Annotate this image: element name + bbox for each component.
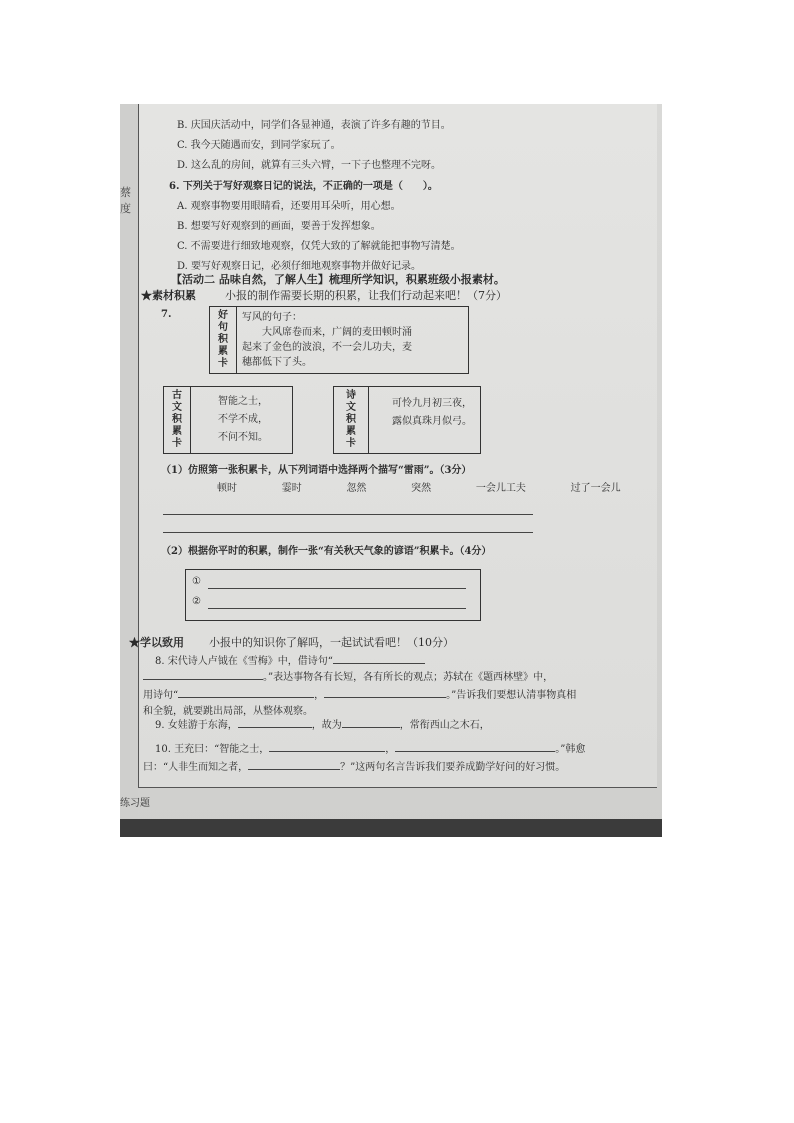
blank[interactable]: [324, 687, 446, 698]
apply-title: ★学以致用: [129, 636, 184, 649]
q10-line2: 曰：“人非生而知之者， ？”这两句名言告诉我们要养成勤学好问的好习惯。: [143, 758, 565, 773]
worksheet: [129, 104, 657, 788]
q8-line1: 8. 宋代诗人卢钺在《雪梅》中，借诗句“: [155, 652, 425, 667]
q6-option-a: A. 观察事物要用眼睛看，还要用耳朵听，用心想。: [177, 201, 401, 212]
q6-option-c: C. 不需要进行细致地观察，仅凭大致的了解就能把事物写清楚。: [177, 241, 461, 252]
left-page-strip: [120, 104, 138, 819]
material-text: 小报的制作需要长期的积累，让我们行动起来吧！（7分）: [225, 289, 507, 302]
word-list: 顿时 霎时 忽然 突然 一会儿工夫 过了一会儿: [217, 483, 621, 494]
card1-line: 穗都低下了头。: [242, 357, 312, 368]
q5-option-b: B. 庆国庆活动中，同学们各显神通，表演了许多有趣的节目。: [177, 120, 451, 131]
blank[interactable]: [395, 741, 555, 752]
edge-char: 度: [120, 202, 131, 215]
blank[interactable]: [143, 669, 263, 680]
card1-line: 起来了金色的波浪，不一会儿功夫，麦: [242, 342, 412, 353]
q8-line2: 。”表达事物各有长短，各有所长的观点；苏轼在《题西林壁》中，: [143, 668, 553, 683]
blank[interactable]: [178, 687, 314, 698]
q7-sub1: （1）仿照第一张积累卡，从下列词语中选择两个描写“雷雨”。（3分）: [161, 465, 472, 476]
card2-line: 不学不成，: [218, 414, 268, 425]
q9-line: 9. 女娃游于东海， ，故为 ，常衔西山之木石，: [155, 716, 490, 731]
q5-option-d: D. 这么乱的房间，就算有三头六臂，一下子也整理不完呀。: [177, 160, 442, 171]
q6-option-d: D. 要写好观察日记，必须仔细地观察事物并做好记录。: [177, 261, 422, 272]
edge-char: 蔡: [120, 186, 131, 199]
q8-line3: 用诗句“ ， 。”告诉我们要想认清事物真相: [143, 686, 576, 701]
q7-number: 7.: [161, 309, 172, 320]
activity2-heading: 【活动二 品味自然，了解人生】梳理所学知识，积累班级小报素材。: [171, 273, 505, 286]
photo-shadow: [120, 819, 662, 837]
card2-line: 智能之士，: [218, 396, 268, 407]
q5-option-c: C. 我今天随遇而安，到同学家玩了。: [177, 140, 341, 151]
blank[interactable]: [269, 741, 385, 752]
q6-option-b: B. 想要写好观察到的画面，要善于发挥想象。: [177, 221, 381, 232]
card-head: 古 文 积 累 卡: [164, 387, 191, 453]
card1-line: 大风席卷而来，广阔的麦田顿时涌: [262, 327, 412, 338]
card-head: 好 句 积 累 卡: [210, 307, 237, 373]
scanned-photo: [120, 104, 662, 837]
card3-line: 露似真珠月似弓。: [392, 416, 472, 427]
poem-card: [333, 386, 481, 454]
mark-1: ①: [192, 576, 201, 587]
footer-label: 练习题: [120, 798, 150, 809]
apply-text: 小报中的知识你了解吗，一起试试看吧！（10分）: [209, 636, 454, 649]
answer-line[interactable]: [208, 588, 466, 589]
card-head: 诗 文 积 累 卡: [334, 387, 369, 453]
answer-line[interactable]: [163, 532, 533, 533]
blank[interactable]: [248, 759, 340, 770]
sentence-card: [209, 306, 469, 374]
q8-line4: 和全貌，就要跳出局部，从整体观察。: [143, 706, 313, 717]
q10-line1: 10. 王充曰：“智能之士， ， 。”韩愈: [155, 740, 585, 755]
q7-sub2: （2）根据你平时的积累，制作一张“有关秋天气象的谚语”积累卡。（4分）: [161, 546, 492, 557]
q6-stem: 6. 下列关于写好观察日记的说法，不正确的一项是（ ）。: [169, 181, 438, 192]
card2-line: 不问不知。: [218, 432, 268, 443]
blank[interactable]: [342, 717, 400, 728]
classical-card: [163, 386, 293, 454]
blank[interactable]: [333, 653, 425, 664]
proverb-card: [185, 569, 481, 621]
answer-line[interactable]: [163, 514, 533, 515]
answer-line[interactable]: [208, 608, 466, 609]
material-title: ★素材积累: [141, 289, 196, 302]
mark-2: ②: [192, 596, 201, 607]
blank[interactable]: [238, 717, 312, 728]
card1-line: 写风的句子：: [242, 312, 302, 323]
card3-line: 可怜九月初三夜，: [392, 398, 472, 409]
